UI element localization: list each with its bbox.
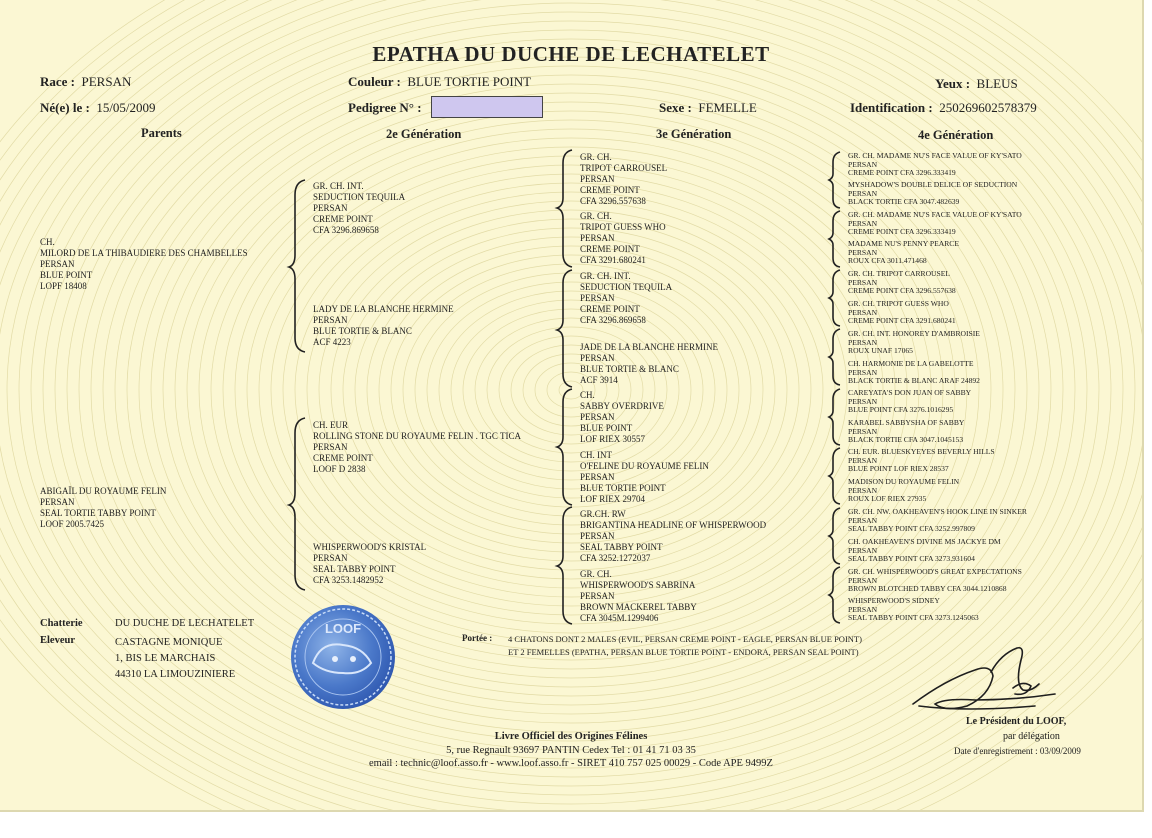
couleur-value: BLUE TORTIE POINT: [407, 74, 532, 89]
delegation-text: par délégation: [1003, 731, 1060, 742]
heading-gen4: 4e Génération: [918, 128, 994, 142]
dam-entry: ABIGAÏL DU ROYAUME FELIN PERSAN SEAL TORTIE TABBY POINT LOOF 2005.7425: [40, 486, 167, 529]
gen4-entry: CH. HARMONIE DE LA GABELOTTE PERSAN BLACK TORTIE & BLANC ARAF 24892: [848, 359, 980, 385]
pedigree-label: Pedigree N° :: [348, 100, 422, 115]
heading-parents: Parents: [141, 126, 182, 140]
gen4-entry: GR. CH. TRIPOT GUESS WHO PERSAN CREME POINT CFA 3291.680241: [848, 299, 956, 325]
couleur-label: Couleur :: [348, 74, 401, 89]
gen3-entry: GR. CH. TRIPOT CARROUSEL PERSAN CREME POINT CFA 3296.557638: [580, 152, 668, 206]
sexe-label: Sexe :: [659, 100, 692, 115]
gen4-entry: KARABEL SABBYSHA OF SABBY PERSAN BLACK TORTIE CFA 3047.1045153: [848, 418, 965, 444]
gen4-entry: MYSHADOW'S DOUBLE DELICE OF SEDUCTION PERSAN BLACK TORTIE CFA 3047.482639: [848, 180, 1018, 206]
gen4-entry: GR. CH. TRIPOT CARROUSEL PERSAN CREME POINT CFA 3296.557638: [848, 269, 956, 295]
gen2-entry: WHISPERWOOD'S KRISTAL PERSAN SEAL TABBY POINT CFA 3253.1482952: [313, 542, 427, 585]
gen4-entry: GR. CH. MADAME NU'S FACE VALUE OF KY'SATO PERSAN CREME POINT CFA 3296.333419: [848, 151, 1022, 177]
gen4-entry: WHISPERWOOD'S SIDNEY PERSAN SEAL TABBY POINT CFA 3273.1245063: [848, 596, 979, 622]
gen4-entry: MADAME NU'S PENNY PEARCE PERSAN ROUX CFA 3011.471468: [848, 239, 959, 265]
gen3-entry: GR.CH. RW BRIGANTINA HEADLINE OF WHISPERWOOD PERSAN SEAL TABBY POINT CFA 3252.1272037: [580, 509, 767, 563]
gen3-entry: GR. CH. TRIPOT GUESS WHO PERSAN CREME POINT CFA 3291.680241: [580, 211, 666, 265]
identification-label: Identification :: [850, 100, 933, 115]
gen4-entry: GR. CH. NW. OAKHEAVEN'S HOOK LINE IN SINKER PERSAN SEAL TABBY POINT CFA 3252.997809: [848, 507, 1027, 533]
yeux-value: BLEUS: [976, 76, 1018, 91]
birthdate-value: 15/05/2009: [96, 100, 156, 115]
gen2-entry: LADY DE LA BLANCHE HERMINE PERSAN BLUE TORTIE & BLANC ACF 4223: [313, 304, 454, 347]
footer-address: 5, rue Regnault 93697 PANTIN Cedex Tel : 01 41 71 03 35: [446, 745, 696, 756]
chatterie-value: DU DUCHE DE LECHATELET: [115, 618, 255, 629]
yeux-label: Yeux :: [935, 76, 971, 91]
birthdate-label: Né(e) le :: [40, 100, 90, 115]
gen2-entry: GR. CH. INT. SEDUCTION TEQUILA PERSAN CREME POINT CFA 3296.869658: [313, 181, 406, 235]
chatterie-label: Chatterie: [40, 618, 83, 629]
sire-entry: CH. MILORD DE LA THIBAUDIERE DES CHAMBELLES PERSAN BLUE POINT LOPF 18408: [40, 237, 248, 291]
gen4-entry: CH. OAKHEAVEN'S DIVINE MS JACKYE DM PERSAN SEAL TABBY POINT CFA 3273.931604: [848, 537, 1001, 563]
gen3-entry: CH. INT O'FELINE DU ROYAUME FELIN PERSAN BLUE TORTIE POINT LOF RIEX 29704: [580, 450, 709, 504]
gen4-entry: CH. EUR. BLUESKYEYES BEVERLY HILLS PERSAN BLUE POINT LOF RIEX 28537: [848, 447, 995, 473]
gen3-entry: GR. CH. WHISPERWOOD'S SABRINA PERSAN BROWN MACKEREL TABBY CFA 3045M.1299406: [580, 569, 697, 623]
eleveur-address: CASTAGNE MONIQUE 1, BIS LE MARCHAIS 44310 LA LIMOUZINIERE: [115, 637, 236, 680]
portee-label: Portée :: [462, 633, 493, 643]
president-title: Le Président du LOOF,: [966, 716, 1067, 727]
registration-date: Date d'enregistrement : 03/09/2009: [954, 746, 1081, 756]
gen4-entry: GR. CH. WHISPERWOOD'S GREAT EXPECTATIONS PERSAN BROWN BLOTCHED TABBY CFA 3044.1210868: [848, 567, 1022, 593]
sexe-value: FEMELLE: [698, 100, 757, 115]
footer-contact: email : technic@loof.asso.fr - www.loof.asso.fr - SIRET 410 757 025 00029 - Code APE 9499Z: [369, 758, 773, 769]
race-value: PERSAN: [81, 74, 132, 89]
gen3-entry: CH. SABBY OVERDRIVE PERSAN BLUE POINT LOF RIEX 30557: [580, 390, 664, 444]
gen4-entry: GR. CH. MADAME NU'S FACE VALUE OF KY'SATO PERSAN CREME POINT CFA 3296.333419: [848, 210, 1022, 236]
gen3-entry: JADE DE LA BLANCHE HERMINE PERSAN BLUE TORTIE & BLANC ACF 3914: [580, 342, 718, 385]
loof-hologram-seal: [291, 605, 395, 709]
footer-organisation: Livre Officiel des Origines Félines: [494, 731, 648, 742]
portee-details: 4 CHATONS DONT 2 MALES (EVIL, PERSAN CREME POINT - EAGLE, PERSAN BLUE POINT) ET 2 FEMELLES (EPATHA, PERSAN BLUE TORTIE POINT - ENDORA, PERSAN SEAL POINT): [508, 634, 862, 657]
heading-gen3: 3e Génération: [656, 127, 732, 141]
gen4-entry: MADISON DU ROYAUME FELIN PERSAN ROUX LOF RIEX 27935: [848, 477, 960, 503]
identification-value: 250269602578379: [939, 100, 1037, 115]
eleveur-label: Eleveur: [40, 635, 75, 646]
president-signature: [905, 640, 1065, 720]
seal-text: LOOF: [324, 621, 362, 636]
gen3-entry: GR. CH. INT. SEDUCTION TEQUILA PERSAN CREME POINT CFA 3296.869658: [580, 271, 673, 325]
cat-name-title: EPATHA DU DUCHE DE LECHATELET: [372, 42, 770, 66]
gen2-entry: CH. EUR ROLLING STONE DU ROYAUME FELIN . TGC TICA PERSAN CREME POINT LOOF D 2838: [313, 420, 522, 474]
gen4-entry: CAREYATA'S DON JUAN OF SABBY PERSAN BLUE POINT CFA 3276.1016295: [848, 388, 972, 414]
race-label: Race :: [40, 74, 76, 89]
gen4-entry: GR. CH. INT. HONOREY D'AMBROISIE PERSAN ROUX UNAF 17065: [848, 329, 980, 355]
heading-gen2: 2e Génération: [386, 127, 462, 141]
